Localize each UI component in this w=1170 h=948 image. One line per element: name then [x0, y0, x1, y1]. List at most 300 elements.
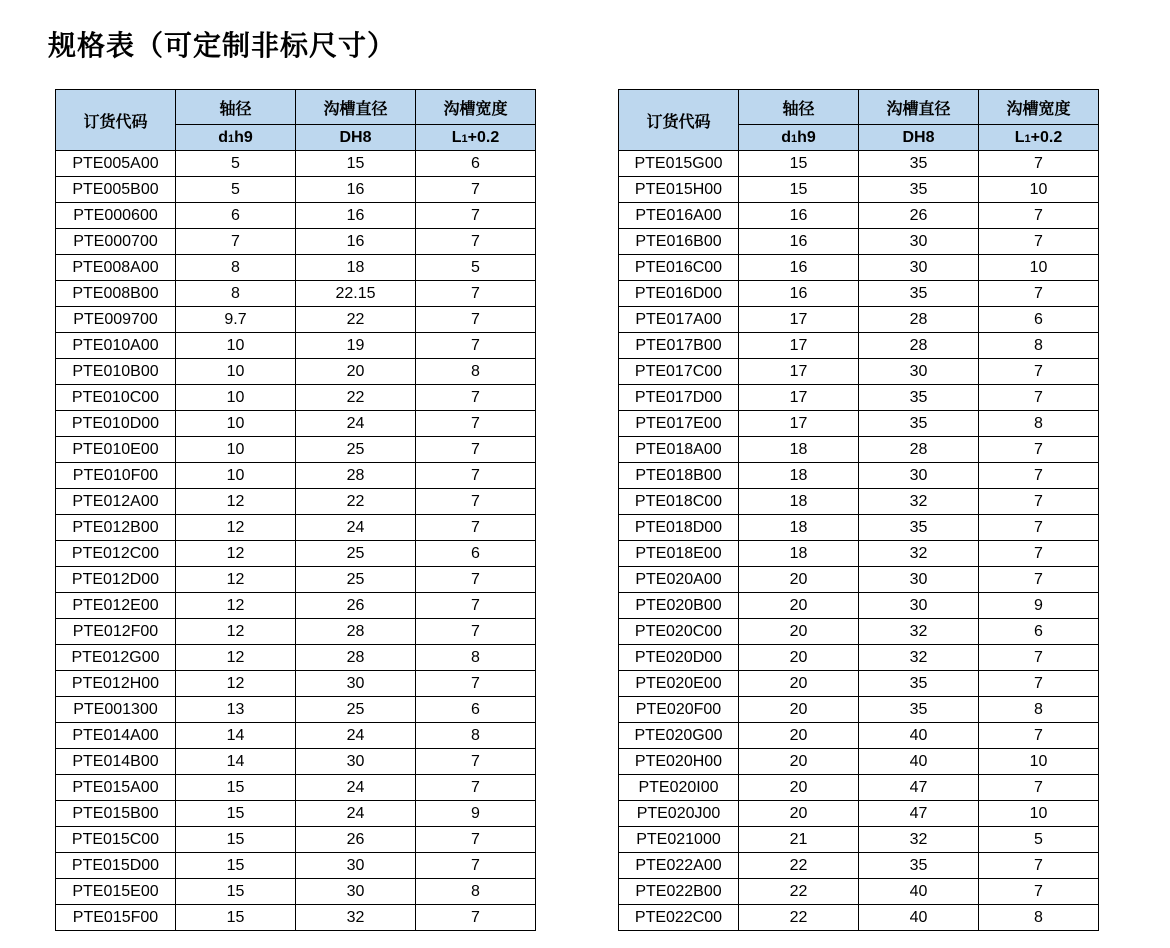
- shaft-diameter-cell: 6: [176, 203, 296, 229]
- groove-width-cell: 7: [979, 203, 1099, 229]
- order-code-cell: PTE022C00: [619, 905, 739, 931]
- order-code-cell: PTE012D00: [56, 567, 176, 593]
- shaft-diameter-cell: 20: [739, 567, 859, 593]
- table-row: [619, 697, 1099, 723]
- shaft-diameter-cell: 20: [739, 801, 859, 827]
- shaft-diameter-cell: 16: [739, 281, 859, 307]
- groove-width-cell: 7: [979, 879, 1099, 905]
- order-code-cell: PTE018C00: [619, 489, 739, 515]
- header-order-code: 订货代码: [619, 90, 739, 151]
- table-row: [56, 307, 536, 333]
- groove-width-cell: 7: [979, 567, 1099, 593]
- header-shaft-diameter: 轴径: [176, 90, 296, 125]
- table-row: [56, 255, 536, 281]
- table-row: [56, 177, 536, 203]
- table-row: [56, 229, 536, 255]
- order-code-cell: PTE010F00: [56, 463, 176, 489]
- shaft-diameter-cell: 16: [739, 203, 859, 229]
- shaft-diameter-cell: 18: [739, 515, 859, 541]
- order-code-cell: PTE012B00: [56, 515, 176, 541]
- shaft-diameter-cell: 17: [739, 307, 859, 333]
- groove-diameter-cell: 25: [296, 697, 416, 723]
- table-row: [56, 385, 536, 411]
- shaft-diameter-cell: 17: [739, 411, 859, 437]
- groove-width-cell: 10: [979, 749, 1099, 775]
- groove-diameter-cell: 25: [296, 541, 416, 567]
- table-row: [619, 749, 1099, 775]
- order-code-cell: PTE020B00: [619, 593, 739, 619]
- groove-width-cell: 6: [416, 151, 536, 177]
- table-row: [56, 697, 536, 723]
- shaft-diameter-cell: 10: [176, 411, 296, 437]
- groove-diameter-cell: 47: [859, 801, 979, 827]
- order-code-cell: PTE001300: [56, 697, 176, 723]
- groove-width-cell: 10: [979, 801, 1099, 827]
- shaft-diameter-cell: 18: [739, 463, 859, 489]
- groove-width-cell: 7: [979, 489, 1099, 515]
- shaft-diameter-cell: 20: [739, 593, 859, 619]
- groove-width-cell: 7: [979, 385, 1099, 411]
- table-row: [619, 827, 1099, 853]
- groove-width-cell: 7: [979, 723, 1099, 749]
- groove-width-cell: 7: [416, 281, 536, 307]
- order-code-cell: PTE005A00: [56, 151, 176, 177]
- table-row: [619, 879, 1099, 905]
- table-row: [619, 281, 1099, 307]
- table-row: [619, 385, 1099, 411]
- groove-diameter-cell: 30: [859, 463, 979, 489]
- header-width-tolerance: L1+0.2: [416, 125, 536, 151]
- shaft-diameter-cell: 20: [739, 645, 859, 671]
- groove-diameter-cell: 35: [859, 151, 979, 177]
- order-code-cell: PTE020D00: [619, 645, 739, 671]
- order-code-cell: PTE012E00: [56, 593, 176, 619]
- table-row: [56, 775, 536, 801]
- groove-diameter-cell: 32: [859, 541, 979, 567]
- order-code-cell: PTE017A00: [619, 307, 739, 333]
- order-code-cell: PTE008A00: [56, 255, 176, 281]
- order-code-cell: PTE022A00: [619, 853, 739, 879]
- shaft-diameter-cell: 10: [176, 437, 296, 463]
- groove-diameter-cell: 25: [296, 567, 416, 593]
- order-code-cell: PTE015F00: [56, 905, 176, 931]
- groove-width-cell: 6: [979, 619, 1099, 645]
- groove-width-cell: 7: [979, 541, 1099, 567]
- header-order-code: 订货代码: [56, 90, 176, 151]
- groove-diameter-cell: 18: [296, 255, 416, 281]
- groove-width-cell: 7: [416, 567, 536, 593]
- groove-diameter-cell: 16: [296, 203, 416, 229]
- groove-diameter-cell: 35: [859, 177, 979, 203]
- order-code-cell: PTE012H00: [56, 671, 176, 697]
- shaft-diameter-cell: 10: [176, 385, 296, 411]
- table-row: [619, 307, 1099, 333]
- shaft-diameter-cell: 15: [176, 853, 296, 879]
- groove-diameter-cell: 32: [296, 905, 416, 931]
- shaft-diameter-cell: 12: [176, 645, 296, 671]
- order-code-cell: PTE016A00: [619, 203, 739, 229]
- shaft-diameter-cell: 12: [176, 619, 296, 645]
- table-row: [56, 905, 536, 931]
- table-row: [619, 151, 1099, 177]
- groove-width-cell: 10: [979, 255, 1099, 281]
- groove-width-cell: 7: [416, 203, 536, 229]
- table-row: [619, 411, 1099, 437]
- groove-diameter-cell: 24: [296, 775, 416, 801]
- order-code-cell: PTE012A00: [56, 489, 176, 515]
- groove-width-cell: 6: [416, 697, 536, 723]
- order-code-cell: PTE015B00: [56, 801, 176, 827]
- groove-diameter-cell: 32: [859, 619, 979, 645]
- table-row: [619, 255, 1099, 281]
- shaft-diameter-cell: 22: [739, 879, 859, 905]
- table-row: [619, 229, 1099, 255]
- order-code-cell: PTE010B00: [56, 359, 176, 385]
- groove-width-cell: 6: [979, 307, 1099, 333]
- groove-width-cell: 7: [416, 437, 536, 463]
- shaft-diameter-cell: 17: [739, 359, 859, 385]
- groove-diameter-cell: 30: [296, 749, 416, 775]
- groove-diameter-cell: 22: [296, 385, 416, 411]
- groove-width-cell: 7: [416, 177, 536, 203]
- order-code-cell: PTE010D00: [56, 411, 176, 437]
- table-row: [56, 879, 536, 905]
- groove-diameter-cell: 16: [296, 177, 416, 203]
- table-row: [56, 203, 536, 229]
- groove-diameter-cell: 24: [296, 801, 416, 827]
- header-groove-diameter: 沟槽直径: [296, 90, 416, 125]
- table-row: [619, 541, 1099, 567]
- groove-width-cell: 8: [979, 697, 1099, 723]
- groove-diameter-cell: 26: [296, 827, 416, 853]
- groove-width-cell: 10: [979, 177, 1099, 203]
- order-code-cell: PTE009700: [56, 307, 176, 333]
- groove-width-cell: 7: [979, 853, 1099, 879]
- table-row: [56, 437, 536, 463]
- shaft-diameter-cell: 18: [739, 437, 859, 463]
- table-row: [619, 801, 1099, 827]
- groove-width-cell: 7: [979, 775, 1099, 801]
- order-code-cell: PTE005B00: [56, 177, 176, 203]
- shaft-diameter-cell: 22: [739, 905, 859, 931]
- header-shaft-tolerance: d1h9: [739, 125, 859, 151]
- groove-diameter-cell: 26: [296, 593, 416, 619]
- shaft-diameter-cell: 14: [176, 749, 296, 775]
- groove-width-cell: 5: [979, 827, 1099, 853]
- order-code-cell: PTE017B00: [619, 333, 739, 359]
- groove-diameter-cell: 16: [296, 229, 416, 255]
- table-row: [56, 515, 536, 541]
- order-code-cell: PTE018B00: [619, 463, 739, 489]
- groove-diameter-cell: 40: [859, 723, 979, 749]
- groove-width-cell: 8: [416, 723, 536, 749]
- groove-diameter-cell: 28: [296, 645, 416, 671]
- shaft-diameter-cell: 21: [739, 827, 859, 853]
- shaft-diameter-cell: 17: [739, 385, 859, 411]
- table-row: [619, 359, 1099, 385]
- shaft-diameter-cell: 17: [739, 333, 859, 359]
- shaft-diameter-cell: 20: [739, 697, 859, 723]
- order-code-cell: PTE020E00: [619, 671, 739, 697]
- groove-diameter-cell: 25: [296, 437, 416, 463]
- groove-diameter-cell: 28: [859, 333, 979, 359]
- groove-diameter-cell: 28: [296, 463, 416, 489]
- groove-diameter-cell: 40: [859, 905, 979, 931]
- order-code-cell: PTE012G00: [56, 645, 176, 671]
- order-code-cell: PTE015A00: [56, 775, 176, 801]
- order-code-cell: PTE016B00: [619, 229, 739, 255]
- table-row: [619, 463, 1099, 489]
- shaft-diameter-cell: 15: [176, 801, 296, 827]
- table-row: [56, 801, 536, 827]
- groove-width-cell: 7: [416, 333, 536, 359]
- shaft-diameter-cell: 16: [739, 229, 859, 255]
- table-row: [619, 567, 1099, 593]
- order-code-cell: PTE015C00: [56, 827, 176, 853]
- shaft-diameter-cell: 7: [176, 229, 296, 255]
- groove-width-cell: 5: [416, 255, 536, 281]
- order-code-cell: PTE018D00: [619, 515, 739, 541]
- table-row: [619, 515, 1099, 541]
- groove-diameter-cell: 24: [296, 723, 416, 749]
- shaft-diameter-cell: 12: [176, 515, 296, 541]
- shaft-diameter-cell: 10: [176, 333, 296, 359]
- table-row: [619, 489, 1099, 515]
- groove-diameter-cell: 40: [859, 879, 979, 905]
- table-row: [619, 905, 1099, 931]
- groove-width-cell: 7: [416, 411, 536, 437]
- groove-width-cell: 7: [416, 307, 536, 333]
- shaft-diameter-cell: 12: [176, 671, 296, 697]
- groove-width-cell: 7: [979, 229, 1099, 255]
- groove-width-cell: 7: [979, 671, 1099, 697]
- shaft-diameter-cell: 10: [176, 463, 296, 489]
- groove-width-cell: 7: [979, 437, 1099, 463]
- shaft-diameter-cell: 20: [739, 619, 859, 645]
- table-body-left: [56, 151, 536, 931]
- groove-width-cell: 7: [416, 905, 536, 931]
- groove-width-cell: 8: [979, 411, 1099, 437]
- table-row: [56, 411, 536, 437]
- header-groove-diameter: 沟槽直径: [859, 90, 979, 125]
- shaft-diameter-cell: 15: [739, 151, 859, 177]
- order-code-cell: PTE010C00: [56, 385, 176, 411]
- shaft-diameter-cell: 15: [176, 879, 296, 905]
- shaft-diameter-cell: 8: [176, 281, 296, 307]
- groove-diameter-cell: 35: [859, 697, 979, 723]
- table-row: [56, 333, 536, 359]
- order-code-cell: PTE018A00: [619, 437, 739, 463]
- shaft-diameter-cell: 20: [739, 775, 859, 801]
- groove-diameter-cell: 28: [859, 437, 979, 463]
- shaft-diameter-cell: 10: [176, 359, 296, 385]
- order-code-cell: PTE015D00: [56, 853, 176, 879]
- order-code-cell: PTE020A00: [619, 567, 739, 593]
- order-code-cell: PTE008B00: [56, 281, 176, 307]
- order-code-cell: PTE020G00: [619, 723, 739, 749]
- shaft-diameter-cell: 5: [176, 151, 296, 177]
- groove-diameter-cell: 35: [859, 671, 979, 697]
- groove-width-cell: 8: [416, 359, 536, 385]
- table-row: [619, 671, 1099, 697]
- groove-width-cell: 7: [416, 515, 536, 541]
- table-body-right: [619, 151, 1099, 931]
- table-row: [619, 203, 1099, 229]
- header-groove-tolerance: DH8: [859, 125, 979, 151]
- table-row: [619, 775, 1099, 801]
- groove-diameter-cell: 24: [296, 411, 416, 437]
- groove-width-cell: 7: [979, 515, 1099, 541]
- groove-diameter-cell: 40: [859, 749, 979, 775]
- order-code-cell: PTE015G00: [619, 151, 739, 177]
- order-code-cell: PTE000600: [56, 203, 176, 229]
- table-row: [56, 359, 536, 385]
- groove-diameter-cell: 35: [859, 281, 979, 307]
- shaft-diameter-cell: 15: [176, 775, 296, 801]
- groove-width-cell: 8: [416, 645, 536, 671]
- shaft-diameter-cell: 14: [176, 723, 296, 749]
- groove-diameter-cell: 32: [859, 489, 979, 515]
- order-code-cell: PTE017E00: [619, 411, 739, 437]
- order-code-cell: PTE020C00: [619, 619, 739, 645]
- header-width-tolerance: L1+0.2: [979, 125, 1099, 151]
- groove-width-cell: 7: [416, 827, 536, 853]
- groove-width-cell: 7: [979, 645, 1099, 671]
- groove-width-cell: 7: [416, 385, 536, 411]
- shaft-diameter-cell: 18: [739, 489, 859, 515]
- table-row: [56, 827, 536, 853]
- groove-width-cell: 7: [416, 489, 536, 515]
- groove-width-cell: 7: [979, 359, 1099, 385]
- shaft-diameter-cell: 12: [176, 541, 296, 567]
- order-code-cell: PTE020H00: [619, 749, 739, 775]
- groove-diameter-cell: 24: [296, 515, 416, 541]
- table-row: [56, 619, 536, 645]
- order-code-cell: PTE012F00: [56, 619, 176, 645]
- groove-diameter-cell: 30: [859, 359, 979, 385]
- table-row: [56, 463, 536, 489]
- order-code-cell: PTE020I00: [619, 775, 739, 801]
- groove-width-cell: 7: [416, 853, 536, 879]
- table-row: [619, 593, 1099, 619]
- table-row: [619, 333, 1099, 359]
- shaft-diameter-cell: 22: [739, 853, 859, 879]
- shaft-diameter-cell: 9.7: [176, 307, 296, 333]
- groove-width-cell: 7: [416, 619, 536, 645]
- order-code-cell: PTE015H00: [619, 177, 739, 203]
- groove-width-cell: 7: [416, 463, 536, 489]
- groove-width-cell: 7: [416, 671, 536, 697]
- groove-width-cell: 7: [416, 593, 536, 619]
- header-groove-tolerance: DH8: [296, 125, 416, 151]
- groove-diameter-cell: 32: [859, 827, 979, 853]
- groove-width-cell: 7: [979, 281, 1099, 307]
- shaft-diameter-cell: 12: [176, 593, 296, 619]
- order-code-cell: PTE015E00: [56, 879, 176, 905]
- groove-diameter-cell: 28: [859, 307, 979, 333]
- groove-diameter-cell: 35: [859, 515, 979, 541]
- table-row: [56, 593, 536, 619]
- groove-diameter-cell: 15: [296, 151, 416, 177]
- table-row: [619, 619, 1099, 645]
- order-code-cell: PTE020J00: [619, 801, 739, 827]
- groove-diameter-cell: 19: [296, 333, 416, 359]
- shaft-diameter-cell: 12: [176, 567, 296, 593]
- order-code-cell: PTE022B00: [619, 879, 739, 905]
- table-row: [56, 541, 536, 567]
- order-code-cell: PTE000700: [56, 229, 176, 255]
- table-row: [56, 567, 536, 593]
- table-row: [56, 489, 536, 515]
- groove-diameter-cell: 35: [859, 411, 979, 437]
- table-row: [619, 723, 1099, 749]
- shaft-diameter-cell: 8: [176, 255, 296, 281]
- groove-diameter-cell: 30: [296, 853, 416, 879]
- order-code-cell: PTE017D00: [619, 385, 739, 411]
- groove-width-cell: 7: [416, 749, 536, 775]
- order-code-cell: PTE016D00: [619, 281, 739, 307]
- groove-diameter-cell: 30: [296, 671, 416, 697]
- shaft-diameter-cell: 16: [739, 255, 859, 281]
- groove-diameter-cell: 22: [296, 307, 416, 333]
- order-code-cell: PTE021000: [619, 827, 739, 853]
- shaft-diameter-cell: 18: [739, 541, 859, 567]
- shaft-diameter-cell: 20: [739, 723, 859, 749]
- groove-width-cell: 6: [416, 541, 536, 567]
- table-row: [56, 723, 536, 749]
- shaft-diameter-cell: 15: [176, 827, 296, 853]
- spec-table-left: [55, 89, 536, 931]
- groove-width-cell: 7: [979, 151, 1099, 177]
- groove-diameter-cell: 22: [296, 489, 416, 515]
- groove-diameter-cell: 30: [859, 567, 979, 593]
- order-code-cell: PTE018E00: [619, 541, 739, 567]
- shaft-diameter-cell: 20: [739, 671, 859, 697]
- groove-width-cell: 7: [979, 463, 1099, 489]
- shaft-diameter-cell: 12: [176, 489, 296, 515]
- groove-diameter-cell: 28: [296, 619, 416, 645]
- header-shaft-diameter: 轴径: [739, 90, 859, 125]
- order-code-cell: PTE010A00: [56, 333, 176, 359]
- shaft-diameter-cell: 15: [739, 177, 859, 203]
- shaft-diameter-cell: 15: [176, 905, 296, 931]
- groove-diameter-cell: 47: [859, 775, 979, 801]
- table-row: [619, 437, 1099, 463]
- spec-table-right: [618, 89, 1099, 931]
- table-row: [56, 671, 536, 697]
- groove-width-cell: 8: [979, 333, 1099, 359]
- order-code-cell: PTE012C00: [56, 541, 176, 567]
- groove-diameter-cell: 32: [859, 645, 979, 671]
- shaft-diameter-cell: 20: [739, 749, 859, 775]
- groove-diameter-cell: 30: [859, 229, 979, 255]
- header-groove-width: 沟槽宽度: [416, 90, 536, 125]
- groove-diameter-cell: 35: [859, 385, 979, 411]
- groove-diameter-cell: 30: [859, 255, 979, 281]
- groove-diameter-cell: 35: [859, 853, 979, 879]
- shaft-diameter-cell: 13: [176, 697, 296, 723]
- groove-diameter-cell: 22.15: [296, 281, 416, 307]
- table-row: [619, 177, 1099, 203]
- groove-width-cell: 7: [416, 229, 536, 255]
- table-row: [619, 645, 1099, 671]
- table-row: [56, 281, 536, 307]
- shaft-diameter-cell: 5: [176, 177, 296, 203]
- table-row: [56, 853, 536, 879]
- groove-width-cell: 9: [416, 801, 536, 827]
- groove-diameter-cell: 26: [859, 203, 979, 229]
- table-row: [56, 151, 536, 177]
